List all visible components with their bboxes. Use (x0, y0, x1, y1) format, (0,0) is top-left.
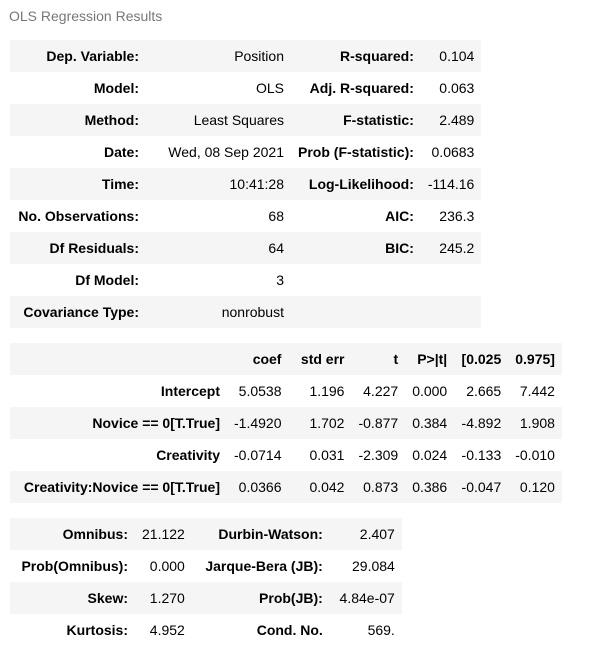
summary-value: 0.063 (421, 72, 481, 104)
table-row (10, 232, 481, 264)
table-cell: 0.0366 (227, 471, 288, 503)
summary-label: Prob (F-statistic): (291, 136, 421, 168)
summary-label: Df Model: (10, 264, 146, 296)
summary-label: Model: (10, 72, 146, 104)
diagnostic-value: 21.122 (135, 518, 192, 550)
diagnostics-table (10, 518, 402, 646)
summary-value: 10:41:28 (146, 168, 291, 200)
table-cell: 5.0538 (227, 375, 288, 407)
diagnostic-label: Durbin-Watson: (192, 518, 330, 550)
coefficients-table (10, 343, 562, 503)
summary-label (291, 296, 421, 328)
diagnostic-value: 1.270 (135, 582, 192, 614)
summary-value: Least Squares (146, 104, 291, 136)
table-row (10, 136, 481, 168)
summary-label: Df Residuals: (10, 232, 146, 264)
summary-value: Position (146, 40, 291, 72)
table-cell: 0.024 (405, 439, 454, 471)
table-row (10, 296, 481, 328)
summary-label: Log-Likelihood: (291, 168, 421, 200)
table-caption: OLS Regression Results (9, 8, 163, 24)
diagnostic-value: 29.084 (330, 550, 402, 582)
summary-value: 236.3 (421, 200, 481, 232)
table-cell: 0.384 (405, 407, 454, 439)
diagnostic-label: Prob(JB): (192, 582, 330, 614)
column-header: P>|t| (405, 343, 454, 375)
table-cell: -1.4920 (227, 407, 288, 439)
summary-value: nonrobust (146, 296, 291, 328)
table-row (10, 407, 562, 439)
table-row (10, 375, 562, 407)
summary-value: 68 (146, 200, 291, 232)
summary-label: Dep. Variable: (10, 40, 146, 72)
summary-value: 0.104 (421, 40, 481, 72)
summary-label: Adj. R-squared: (291, 72, 421, 104)
table-cell: -2.309 (351, 439, 405, 471)
table-cell: 0.386 (405, 471, 454, 503)
summary-label: R-squared: (291, 40, 421, 72)
table-row (10, 168, 481, 200)
diagnostic-label: Skew: (10, 582, 135, 614)
diagnostic-value: 569. (330, 614, 402, 646)
summary-label: Method: (10, 104, 146, 136)
summary-value: 2.489 (421, 104, 481, 136)
summary-value: OLS (146, 72, 291, 104)
summary-label: Time: (10, 168, 146, 200)
table-cell: 7.442 (508, 375, 562, 407)
table-cell: 0.120 (508, 471, 562, 503)
diagnostic-label: Jarque-Bera (JB): (192, 550, 330, 582)
diagnostic-value: 4.952 (135, 614, 192, 646)
table-cell: 0.000 (405, 375, 454, 407)
summary-value: 3 (146, 264, 291, 296)
table-row (10, 582, 402, 614)
table-row (10, 40, 481, 72)
summary-table (10, 40, 481, 328)
term-label: Creativity (10, 439, 227, 471)
diagnostic-label: Kurtosis: (10, 614, 135, 646)
table-cell: -0.877 (351, 407, 405, 439)
diagnostic-label: Omnibus: (10, 518, 135, 550)
table-cell: -0.010 (508, 439, 562, 471)
summary-value: 0.0683 (421, 136, 481, 168)
table-row (10, 471, 562, 503)
summary-value: 64 (146, 232, 291, 264)
table-row (10, 200, 481, 232)
column-header: t (351, 343, 405, 375)
table-cell: 1.702 (288, 407, 351, 439)
term-label: Novice == 0[T.True] (10, 407, 227, 439)
diagnostic-label: Prob(Omnibus): (10, 550, 135, 582)
column-header: [0.025 (454, 343, 508, 375)
summary-value (421, 296, 481, 328)
diagnostic-label: Cond. No. (192, 614, 330, 646)
summary-value: Wed, 08 Sep 2021 (146, 136, 291, 168)
summary-label: BIC: (291, 232, 421, 264)
column-header: 0.975] (508, 343, 562, 375)
summary-label: AIC: (291, 200, 421, 232)
summary-label (291, 264, 421, 296)
table-cell: 1.196 (288, 375, 351, 407)
table-cell: -0.133 (454, 439, 508, 471)
table-row (10, 104, 481, 136)
diagnostic-value: 2.407 (330, 518, 402, 550)
table-row (10, 439, 562, 471)
table-row (10, 72, 481, 104)
term-label: Intercept (10, 375, 227, 407)
table-row (10, 550, 402, 582)
table-cell: 2.665 (454, 375, 508, 407)
summary-value: 245.2 (421, 232, 481, 264)
column-header: coef (227, 343, 288, 375)
table-row (10, 518, 402, 550)
table-row (10, 264, 481, 296)
table-row (10, 614, 402, 646)
summary-label: Covariance Type: (10, 296, 146, 328)
column-header: std err (288, 343, 351, 375)
table-cell: -4.892 (454, 407, 508, 439)
table-cell: -0.047 (454, 471, 508, 503)
table-cell: 4.227 (351, 375, 405, 407)
summary-value (421, 264, 481, 296)
summary-label: No. Observations: (10, 200, 146, 232)
table-cell: 0.042 (288, 471, 351, 503)
table-cell: 0.031 (288, 439, 351, 471)
column-header (10, 343, 227, 375)
table-cell: -0.0714 (227, 439, 288, 471)
table-header-row (10, 343, 562, 375)
diagnostic-value: 4.84e-07 (330, 582, 402, 614)
table-cell: 1.908 (508, 407, 562, 439)
table-cell: 0.873 (351, 471, 405, 503)
summary-value: -114.16 (421, 168, 481, 200)
summary-label: F-statistic: (291, 104, 421, 136)
diagnostic-value: 0.000 (135, 550, 192, 582)
summary-label: Date: (10, 136, 146, 168)
term-label: Creativity:Novice == 0[T.True] (10, 471, 227, 503)
